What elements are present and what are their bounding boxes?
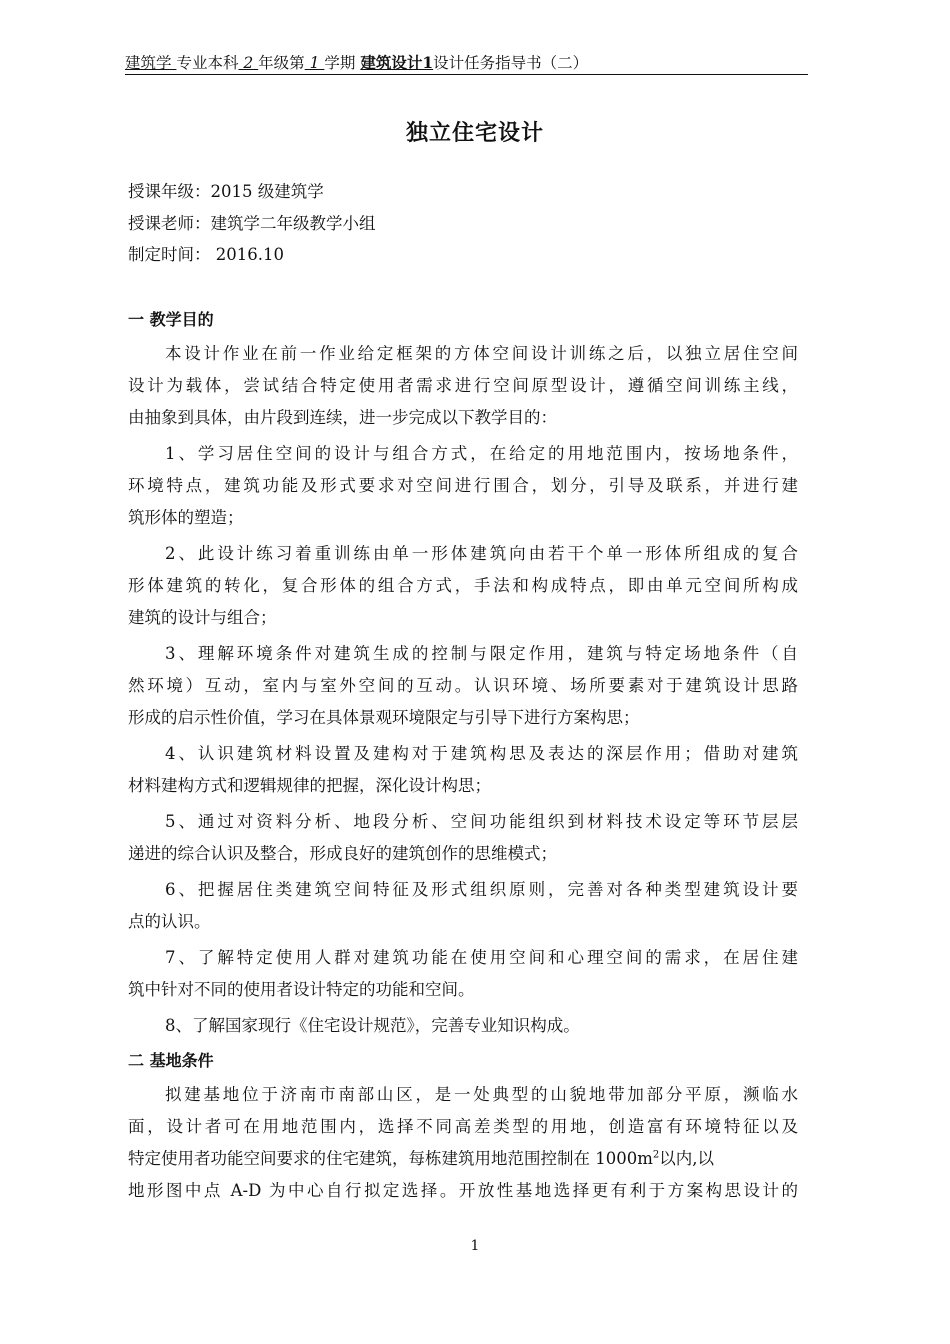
list-item-line: 然环境）互动，室内与室外空间的互动。认识环境、场所要素对于建筑设计思路 — [128, 676, 798, 695]
paragraph-line: 由抽象到具体，由片段到连续，进一步完成以下教学目的： — [128, 408, 557, 427]
page-number: 1 — [470, 1238, 480, 1254]
header-major: 建筑学 — [125, 54, 177, 72]
list-item-line: 递进的综合认识及整合，形成良好的建筑创作的思维模式； — [128, 844, 557, 863]
list-item-line: 4、认识建筑材料设置及建构对于建筑构思及表达的深层作用；借助对建筑 — [165, 744, 798, 763]
header-program: 专业本科 — [176, 54, 239, 72]
meta-date: 制定时间： 2016.10 — [128, 245, 284, 264]
page-title: 独立住宅设计 — [405, 121, 544, 146]
header-rule — [125, 74, 808, 75]
list-item-line: 8、了解国家现行《住宅设计规范》，完善专业知识构成。 — [165, 1016, 580, 1035]
document-header — [125, 52, 808, 74]
header-course: 建筑设计1 — [360, 53, 434, 72]
paragraph-line: 设计为载体，尝试结合特定使用者需求进行空间原型设计，遵循空间训练主线， — [128, 376, 798, 395]
paragraph-line — [128, 1148, 798, 1170]
list-item-line: 筑形体的塑造； — [128, 508, 244, 527]
header-grade-word: 年级第 — [258, 54, 305, 72]
list-item-line: 点的认识。 — [128, 912, 211, 931]
meta-grade: 授课年级：2015 级建筑学 — [128, 182, 324, 201]
header-term-word: 学期 — [324, 54, 361, 72]
header-grade-number: 2 — [238, 54, 259, 72]
list-item-line: 3、理解环境条件对建筑生成的控制与限定作用，建筑与特定场地条件（自 — [165, 644, 798, 663]
header-doc-name: 设计任务指导书（二） — [433, 54, 589, 72]
paragraph-text: 特定使用者功能空间要求的住宅建筑，每栋建筑用地范围控制在 1000m — [128, 1149, 653, 1168]
list-item-line: 7、了解特定使用人群对建筑功能在使用空间和心理空间的需求，在居住建 — [165, 948, 798, 967]
paragraph-line: 拟建基地位于济南市南部山区，是一处典型的山貌地带加部分平原，濒临水 — [165, 1085, 798, 1104]
section-heading-site: 二 基地条件 — [128, 1051, 214, 1070]
meta-teacher: 授课老师：建筑学二年级教学小组 — [128, 214, 376, 233]
list-item-line: 形成的启示性价值，学习在具体景观环境限定与引导下进行方案构思； — [128, 708, 640, 727]
paragraph-text: 以内,以 — [659, 1149, 715, 1168]
list-item-line: 形体建筑的转化，复合形体的组合方式，手法和构成特点，即由单元空间所构成 — [128, 576, 798, 595]
header-term-number: 1 — [304, 54, 325, 72]
list-item-line: 筑中针对不同的使用者设计特定的功能和空间。 — [128, 980, 475, 999]
list-item-line: 5、通过对资料分析、地段分析、空间功能组织到材料技术设定等环节层层 — [165, 812, 798, 831]
section-heading-objectives: 一 教学目的 — [128, 310, 214, 329]
list-item-line: 材料建构方式和逻辑规律的把握，深化设计构思； — [128, 776, 491, 795]
paragraph-line: 本设计作业在前一作业给定框架的方体空间设计训练之后，以独立居住空间 — [165, 344, 798, 363]
list-item-line: 6、把握居住类建筑空间特征及形式组织原则，完善对各种类型建筑设计要 — [165, 880, 798, 899]
list-item-line: 2、此设计练习着重训练由单一形体建筑向由若干个单一形体所组成的复合 — [165, 544, 798, 563]
superscript: 2 — [652, 1149, 660, 1161]
list-item-line: 1、学习居住空间的设计与组合方式，在给定的用地范围内，按场地条件， — [165, 444, 798, 463]
list-item-line: 建筑的设计与组合； — [128, 608, 277, 627]
list-item-line: 环境特点，建筑功能及形式要求对空间进行围合，划分，引导及联系，并进行建 — [128, 476, 798, 495]
paragraph-line: 面，设计者可在用地范围内，选择不同高差类型的用地，创造富有环境特征以及 — [128, 1117, 798, 1136]
paragraph-line: 地形图中点 A-D 为中心自行拟定选择。开放性基地选择更有利于方案构思设计的 — [128, 1181, 798, 1200]
